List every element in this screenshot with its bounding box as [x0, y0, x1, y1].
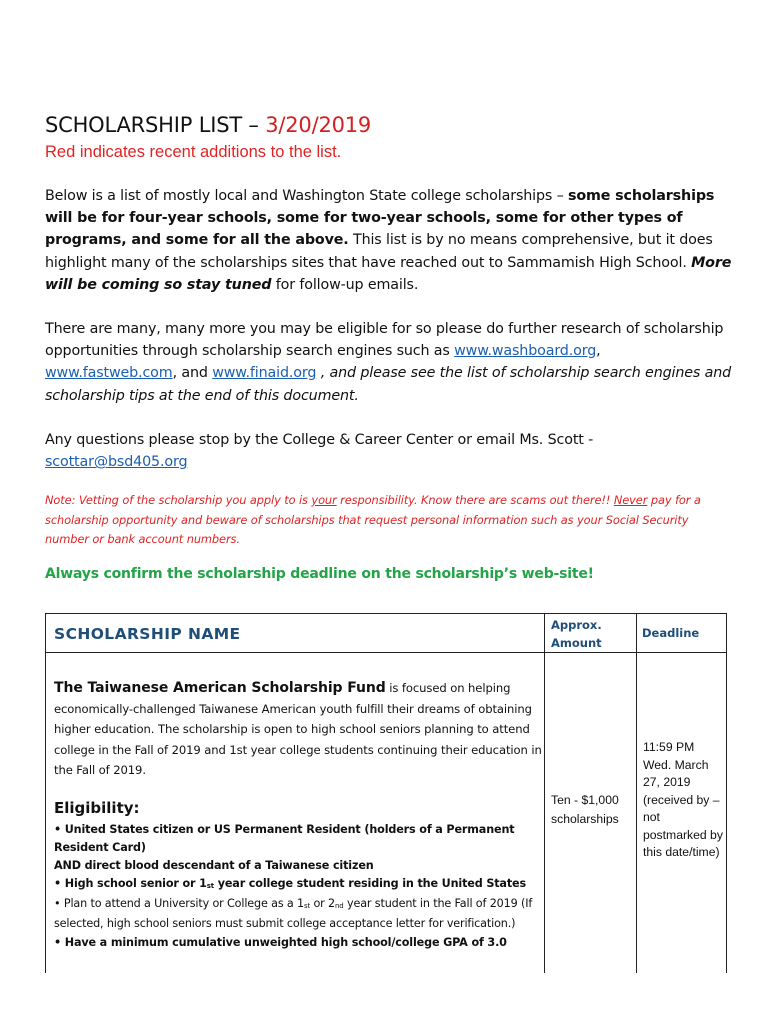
intro-text-2: This list is by no means comprehensive, but it does highlight many of the scholarships sites that have reached out to Sammamish High School. [45, 232, 713, 271]
see-list-text: , and please see the list of scholarship search engines and scholarship tips at the end of this document. [45, 365, 732, 404]
scholarship-deadline: 11:59 PM Wed. March 27, 2019 (received by – not postmarked by this date/time) [643, 740, 723, 859]
intro-text-3: for follow-up emails. [271, 276, 419, 293]
fastweb-link[interactable]: www.fastweb.com [45, 365, 173, 382]
scholarship-description [54, 678, 544, 781]
intro-bold-text: some scholarships will be for four-year schools, some for two-year schools, some for other types of programs, and some for all the above. [45, 188, 715, 249]
stay-tuned-text: More will be coming so stay tuned [45, 254, 732, 293]
questions-text: Any questions please stop by the College & Career Center or email Ms. Scott - [45, 432, 594, 448]
eligibility-senior-rest: year college student residing in the United States [213, 877, 526, 891]
title-prefix: SCHOLARSHIP LIST – [45, 113, 266, 137]
intro-text: Below is a list of mostly local and Washington State college scholarships – [45, 188, 568, 204]
table-top-border [46, 613, 726, 614]
eligibility-list [54, 821, 544, 952]
note-text-3: pay for a scholarship opportunity and beware of scholarships that request personal information such as your Social Security number or bank account numbers. [45, 493, 701, 546]
eligibility-item [54, 857, 544, 875]
eligibility-gpa: • Have a minimum cumulative unweighted high school/college GPA of 3.0 [54, 935, 507, 949]
fund-description: is focused on helping economically-challenged Taiwanese American youth fulfill their dreams of obtaining higher education. The scholarship is open to high school seniors planning to attend college in the Fall of 2019 and 1st year college students continuing their education in the Fall of 2019. [54, 681, 542, 777]
note-never: Never [613, 493, 648, 507]
header-scholarship-name: SCHOLARSHIP NAME [54, 625, 241, 643]
finaid-link[interactable]: www.finaid.org [212, 365, 317, 382]
comma-text: , [596, 343, 601, 360]
amount-column-divider [544, 613, 545, 973]
scholarship-table [45, 613, 727, 973]
eligibility-item [54, 821, 544, 857]
vetting-note [45, 491, 735, 550]
eligibility-attend-or: or 2 [310, 897, 336, 911]
questions-paragraph [45, 429, 735, 473]
fund-name: The Taiwanese American Scholarship Fund [54, 680, 386, 696]
note-your: your [311, 493, 337, 507]
eligibility-descendant: AND direct blood descendant of a Taiwanese citizen [54, 859, 374, 873]
scholarship-amount: Ten - $1,000 scholarships [551, 793, 619, 826]
header-deadline: Deadline [642, 626, 700, 640]
eligibility-item [54, 875, 544, 895]
eligibility-citizen: • United States citizen or US Permanent Resident (holders of a Permanent Resident Card) [54, 823, 515, 855]
and-text: , and [172, 365, 213, 382]
search-engines-paragraph [45, 318, 735, 407]
header-bottom-border [46, 652, 726, 653]
search-engines-text: There are many, many more you may be eligible for so please do further research of scholarship opportunities through scholarship search engines such as [45, 321, 724, 360]
eligibility-attend-rest: year student in the Fall of 2019 (If selected, high school seniors must submit college acceptance letter for verification.) [54, 897, 533, 931]
eligibility-title: Eligibility: [54, 799, 140, 817]
ordinal-suffix: nd [335, 902, 344, 911]
confirm-deadline-notice: Always confirm the scholarship deadline on the scholarship’s web-site! [45, 566, 594, 582]
intro-paragraph [45, 185, 735, 296]
note-text: Note: Vetting of the scholarship you apply to is [45, 493, 312, 507]
email-link[interactable]: scottar@bsd405.org [45, 454, 188, 471]
eligibility-attend: • Plan to attend a University or College as a 1 [54, 897, 304, 911]
eligibility-senior: • High school senior or 1 [54, 877, 207, 891]
header-approx-amount: Approx. Amount [551, 618, 602, 650]
eligibility-item [54, 895, 544, 933]
title-date: 3/20/2019 [265, 113, 372, 137]
note-text-2: responsibility. Know there are scams out there!! [336, 493, 614, 507]
eligibility-item [54, 934, 544, 952]
ordinal-suffix: st [206, 882, 214, 891]
page-title [45, 113, 371, 137]
recent-additions-note: Red indicates recent additions to the list. [45, 143, 342, 161]
ordinal-suffix: st [303, 902, 311, 911]
washboard-link[interactable]: www.washboard.org [454, 343, 597, 360]
